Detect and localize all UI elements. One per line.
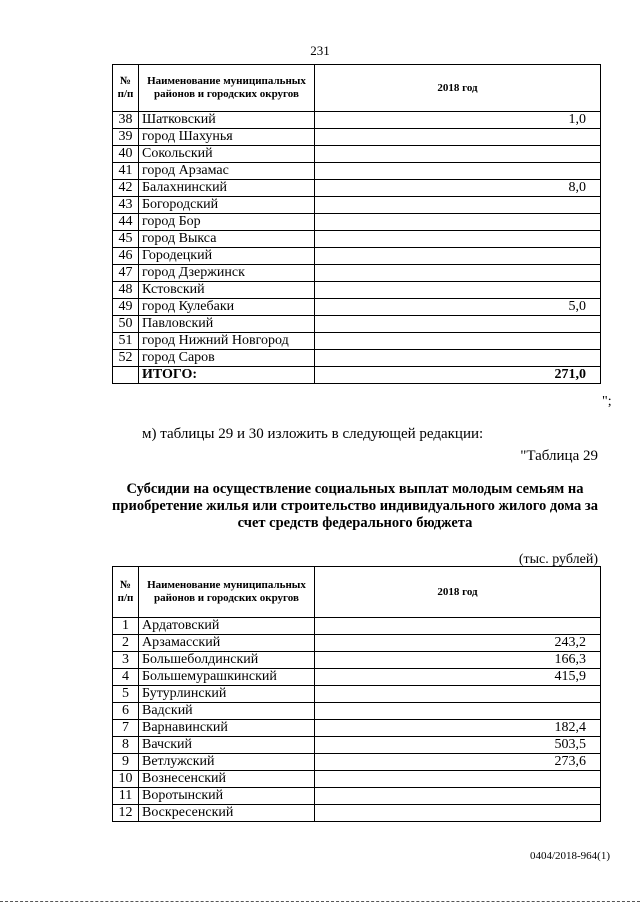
row-number: 51 — [113, 333, 139, 350]
value-cell: 273,6 — [315, 754, 601, 771]
table-row — [113, 737, 601, 754]
row-number: 6 — [113, 703, 139, 720]
table-row — [113, 163, 601, 180]
row-number: 3 — [113, 652, 139, 669]
row-number: 12 — [113, 805, 139, 822]
header-year: 2018 год — [315, 65, 601, 112]
table-row — [113, 299, 601, 316]
row-number: 42 — [113, 180, 139, 197]
table-row — [113, 214, 601, 231]
district-name: Балахнинский — [139, 180, 315, 197]
district-name: Ветлужский — [139, 754, 315, 771]
table-row — [113, 350, 601, 367]
table-row — [113, 248, 601, 265]
value-cell: 243,2 — [315, 635, 601, 652]
value-cell — [315, 788, 601, 805]
header-name: Наименование муниципальных районов и городских округов — [139, 65, 315, 112]
table-row — [113, 635, 601, 652]
district-name: Большемурашкинский — [139, 669, 315, 686]
district-name: Кстовский — [139, 282, 315, 299]
row-number: 7 — [113, 720, 139, 737]
value-cell — [315, 618, 601, 635]
table-row — [113, 146, 601, 163]
table-1 — [112, 64, 601, 384]
value-cell — [315, 282, 601, 299]
row-number: 45 — [113, 231, 139, 248]
value-cell: 182,4 — [315, 720, 601, 737]
value-cell — [315, 146, 601, 163]
district-name: Шатковский — [139, 112, 315, 129]
district-name: Воротынский — [139, 788, 315, 805]
row-number: 9 — [113, 754, 139, 771]
table-1-header-row — [113, 65, 601, 112]
district-name: Большеболдинский — [139, 652, 315, 669]
table-row — [113, 112, 601, 129]
table-heading: Субсидии на осуществление социальных выплат молодым семьям на приобретение жилья или строительство индивидуального жилого дома за счет средств федерального бюджета — [112, 481, 598, 531]
table-row — [113, 231, 601, 248]
district-name: Городецкий — [139, 248, 315, 265]
table-row — [113, 788, 601, 805]
district-name: Вознесенский — [139, 771, 315, 788]
value-cell: 1,0 — [315, 112, 601, 129]
district-name: Богородский — [139, 197, 315, 214]
row-number: 40 — [113, 146, 139, 163]
district-name: Арзамасский — [139, 635, 315, 652]
scan-edge-line — [0, 901, 640, 903]
value-cell — [315, 771, 601, 788]
value-cell — [315, 265, 601, 282]
header-name: Наименование муниципальных районов и городских округов — [139, 567, 315, 618]
table-row — [113, 771, 601, 788]
district-name: Варнавинский — [139, 720, 315, 737]
district-name: город Кулебаки — [139, 299, 315, 316]
row-number: 10 — [113, 771, 139, 788]
district-name: Павловский — [139, 316, 315, 333]
value-cell — [315, 163, 601, 180]
district-name: город Нижний Новгород — [139, 333, 315, 350]
table-row — [113, 282, 601, 299]
header-num: № п/п — [113, 567, 139, 618]
district-name: город Шахунья — [139, 129, 315, 146]
district-name: город Арзамас — [139, 163, 315, 180]
table-row — [113, 333, 601, 350]
value-cell — [315, 129, 601, 146]
table-2-header-row — [113, 567, 601, 618]
header-year: 2018 год — [315, 567, 601, 618]
table-row — [113, 129, 601, 146]
value-cell — [315, 214, 601, 231]
table-row — [113, 316, 601, 333]
table-row — [113, 197, 601, 214]
table-label: "Таблица 29 — [520, 448, 598, 464]
value-cell — [315, 703, 601, 720]
row-number: 50 — [113, 316, 139, 333]
total-num-cell — [113, 367, 139, 384]
value-cell — [315, 350, 601, 367]
table-row — [113, 686, 601, 703]
table-row — [113, 720, 601, 737]
total-label: ИТОГО: — [139, 367, 315, 384]
row-number: 47 — [113, 265, 139, 282]
value-cell — [315, 686, 601, 703]
units-label: (тыс. рублей) — [518, 552, 598, 567]
amendment-text: м) таблицы 29 и 30 изложить в следующей редакции: — [142, 426, 484, 442]
table-row — [113, 180, 601, 197]
row-number: 43 — [113, 197, 139, 214]
value-cell — [315, 248, 601, 265]
document-code: 0404/2018-964(1) — [529, 850, 610, 862]
row-number: 1 — [113, 618, 139, 635]
district-name: город Выкса — [139, 231, 315, 248]
value-cell — [315, 805, 601, 822]
total-value: 271,0 — [315, 367, 601, 384]
district-name: город Дзержинск — [139, 265, 315, 282]
row-number: 49 — [113, 299, 139, 316]
value-cell: 415,9 — [315, 669, 601, 686]
value-cell: 8,0 — [315, 180, 601, 197]
district-name: Сокольский — [139, 146, 315, 163]
row-number: 44 — [113, 214, 139, 231]
value-cell — [315, 231, 601, 248]
value-cell: 503,5 — [315, 737, 601, 754]
table-row — [113, 669, 601, 686]
row-number: 46 — [113, 248, 139, 265]
page-number: 231 — [310, 43, 330, 58]
district-name: Ардатовский — [139, 618, 315, 635]
row-number: 41 — [113, 163, 139, 180]
district-name: город Бор — [139, 214, 315, 231]
table-row — [113, 703, 601, 720]
district-name: Вадский — [139, 703, 315, 720]
row-number: 11 — [113, 788, 139, 805]
value-cell — [315, 333, 601, 350]
row-number: 38 — [113, 112, 139, 129]
table-row — [113, 805, 601, 822]
row-number: 2 — [113, 635, 139, 652]
district-name: Вачский — [139, 737, 315, 754]
district-name: Воскресенский — [139, 805, 315, 822]
district-name: город Саров — [139, 350, 315, 367]
row-number: 8 — [113, 737, 139, 754]
table-row — [113, 265, 601, 282]
district-name: Бутурлинский — [139, 686, 315, 703]
value-cell — [315, 197, 601, 214]
table-row — [113, 754, 601, 771]
table-row — [113, 618, 601, 635]
header-num: № п/п — [113, 65, 139, 112]
row-number: 5 — [113, 686, 139, 703]
value-cell: 5,0 — [315, 299, 601, 316]
row-number: 52 — [113, 350, 139, 367]
table-row — [113, 652, 601, 669]
table-2 — [112, 566, 601, 822]
total-row — [113, 367, 601, 384]
closing-quote: "; — [602, 394, 612, 409]
value-cell — [315, 316, 601, 333]
row-number: 48 — [113, 282, 139, 299]
row-number: 4 — [113, 669, 139, 686]
row-number: 39 — [113, 129, 139, 146]
value-cell: 166,3 — [315, 652, 601, 669]
